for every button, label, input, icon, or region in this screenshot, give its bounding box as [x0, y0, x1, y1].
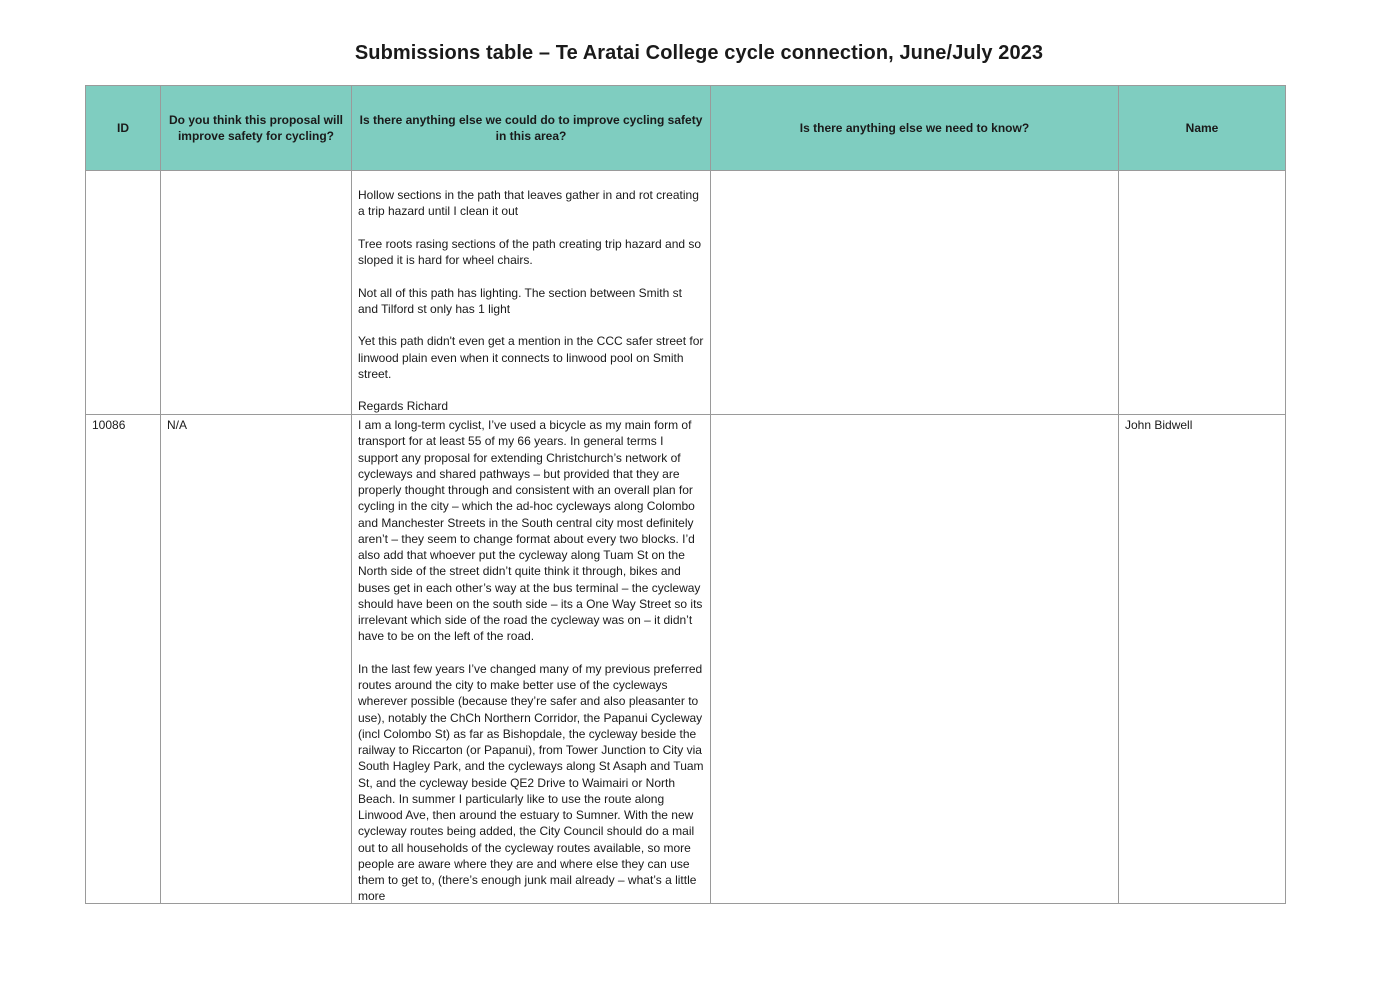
suggestion-paragraph: Not all of this path has lighting. The section between Smith st and Tilford st only has 1 light	[358, 285, 682, 316]
suggestion-paragraph: Yet this path didn't even get a mention in the CCC safer street for linwood plain even when it connects to linwood pool on Smith street.	[358, 334, 704, 381]
table-row	[86, 415, 1286, 904]
cell-suggestions	[352, 171, 711, 415]
table-row	[86, 171, 1286, 415]
cell-name: John Bidwell	[1119, 415, 1286, 904]
cell-id	[86, 171, 161, 415]
suggestion-paragraph: Hollow sections in the path that leaves gather in and rot creating a trip hazard until I clean it out	[358, 188, 699, 219]
cell-name	[1119, 171, 1286, 415]
column-header-other-info: Is there anything else we need to know?	[711, 86, 1119, 171]
table-header-row	[86, 86, 1286, 171]
column-header-improve-safety: Do you think this proposal will improve safety for cycling?	[161, 86, 352, 171]
cell-other-info	[711, 171, 1119, 415]
cell-improve-safety: N/A	[161, 415, 352, 904]
suggestion-paragraph: Tree roots rasing sections of the path creating trip hazard and so sloped it is hard for wheel chairs.	[358, 236, 702, 267]
cell-improve-safety	[161, 171, 352, 415]
cell-other-info	[711, 415, 1119, 904]
suggestion-paragraph: Regards Richard	[358, 399, 449, 414]
cell-suggestions	[352, 415, 711, 904]
column-header-id: ID	[86, 86, 161, 171]
suggestion-paragraph: I am a long-term cyclist, I’ve used a bicycle as my main form of transport for at least 55 of my 66 years. In general terms I support any proposal for extending Christchurch’s network of cycleways and shared pathways – but provided that they are properly thought through and consistent with an overall plan for cycling in the city – which the ad-hoc cycleways along Colombo and Manchester Streets in the South central city most definitely aren’t – they seem to change format about every two blocks. I’d also add that whoever put the cycleway along Tuam St on the North side of the street didn’t quite think it through, bikes and buses get in each other’s way at the bus terminal – the cycleway should have been on the south side – its a One Way Street so its irrelevant which side of the road the cycleway was on – it didn’t have to be on the left of the road.	[358, 418, 703, 644]
column-header-name: Name	[1119, 86, 1286, 171]
page-title: Submissions table – Te Aratai College cycle connection, June/July 2023	[354, 42, 1044, 64]
column-header-suggestions: Is there anything else we could do to improve cycling safety in this area?	[352, 86, 711, 171]
suggestion-paragraph: In the last few years I’ve changed many of my previous preferred routes around the city to make better use of the cycleways wherever possible (because they’re safer and also pleasanter to use), notably the ChCh Northern Corridor, the Papanui Cycleway (incl Colombo St) as far as Bishopdale, the cycleway beside the railway to Riccarton (or Papanui), from Tower Junction to City via South Hagley Park, and the cycleways along St Asaph and Tuam St, and the cycleway beside QE2 Drive to Waimairi or North Beach. In summer I particularly like to use the route along Linwood Ave, then around the estuary to Sumner. With the new cycleway routes being added, the City Council should do a mail out to all households of the cycleway routes available, so more people are aware where they are and where else they can use them to get to, (there’s enough junk mail already – what’s a little more	[358, 661, 704, 903]
submissions-table	[85, 85, 1286, 904]
cell-id: 10086	[86, 415, 161, 904]
